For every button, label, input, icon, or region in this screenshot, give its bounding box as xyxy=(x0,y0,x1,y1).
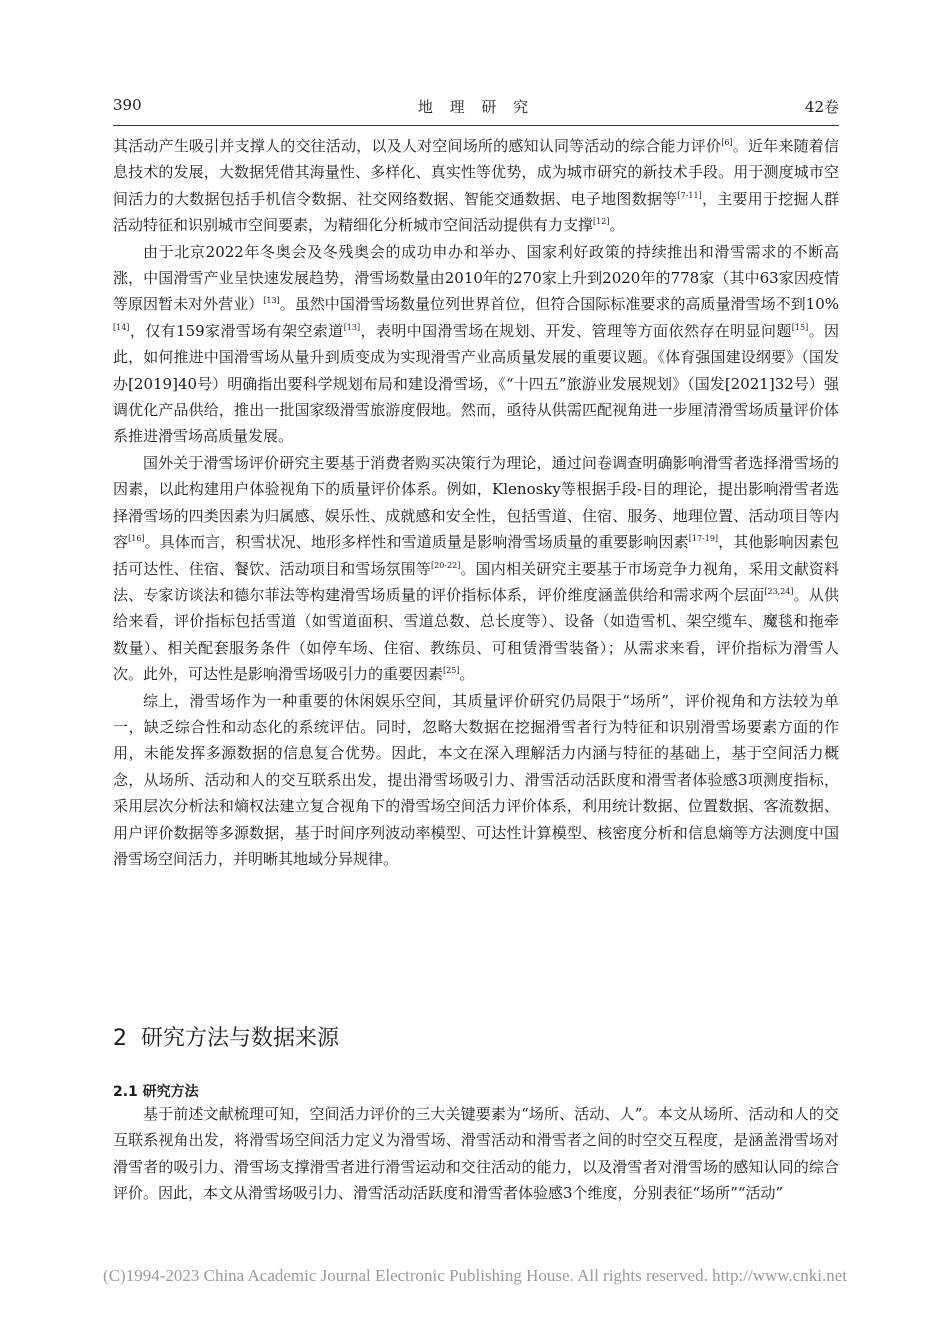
citation: [23,24] xyxy=(764,586,794,596)
paragraph-5: 基于前述文献梳理可知，空间活力评价的三大关键要素为“场所、活动、人”。本文从场所、活动和人的交互联系视角出发，将滑雪场空间活力定义为滑雪场、滑雪活动和滑雪者之间的时空交互程度，是涵盖滑雪场对滑雪者的吸引力、滑雪场支撑滑雪者进行滑雪运动和交往活动的能力，以及滑雪者对滑雪场的感知认同的综合评价。因此，本文从滑雪场吸引力、滑雪活动活跃度和滑雪者体验感3个维度，分别表征“场所”“活动” xyxy=(113,1105,839,1203)
text: ，其他影响因素包括可达性、住宿、餐饮、活动项目和雪场氛围等 xyxy=(113,533,839,578)
citation: [16] xyxy=(128,534,145,544)
running-header xyxy=(113,96,839,120)
body-text xyxy=(113,133,839,872)
header-rule xyxy=(113,125,839,126)
text: ，仅有159家滑雪场有架空索道 xyxy=(129,321,344,340)
page-number: 390 xyxy=(113,96,142,114)
journal-title: 地 理 研 究 xyxy=(417,98,535,116)
citation: [25] xyxy=(443,666,460,676)
text: 由于北京2022年冬奥会及冬残奥会的成功申办和举办、国家利好政策的持续推出和滑雪需求的不断高涨，中国滑雪产业呈快速发展趋势，滑雪场数量由2010年的270家上升到2020年的778家（其中63家因疫情等原因暂未对外营业） xyxy=(113,242,839,314)
text: 。从供给来看，评价指标包括雪道（如雪道面积、雪道总数、总长度等）、设备（如造雪机、架空缆车、魔毯和拖牵数量）、相关配套服务条件（如停车场、住宿、教练员、可租赁滑雪装备）；从需求来看，评价指标为滑雪人次。此外，可达性是影响滑雪场吸引力的重要因素 xyxy=(113,585,839,684)
volume-label: 42卷 xyxy=(804,98,839,116)
text: 。具体而言，积雪状况、地形多样性和雪道质量是影响滑雪场质量的重要影响因素 xyxy=(144,533,689,552)
text: 其活动产生吸引并支撑人的交往活动，以及人对空间场所的感知认同等活动的综合能力评价 xyxy=(113,137,722,155)
paragraph-1 xyxy=(113,133,839,239)
text: 。国内相关研究主要基于市场竞争力视角，采用文献资料法、专家访谈法和德尔菲法等构建滑雪场质量的评价指标体系，评价维度涵盖供给和需求两个层面 xyxy=(113,559,839,604)
paragraph-2 xyxy=(113,239,839,450)
section-number: 2 xyxy=(113,1026,127,1051)
text: 国外关于滑雪场评价研究主要基于消费者购买决策行为理论，通过问卷调查明确影响滑雪者选择滑雪场的因素，以此构建用户体验视角下的质量评价体系。例如，Klenosky等根据手段-目的理论，提出影响滑雪者选择滑雪场的四类因素为归属感、娱乐性、成就感和安全性，包括雪道、住宿、服务、地理位置、活动项目等内容 xyxy=(113,453,839,552)
section-title: 研究方法与数据来源 xyxy=(141,1026,340,1051)
citation: [20-22] xyxy=(431,560,461,570)
text: 。近年来随着信息技术的发展，大数据凭借其海量性、多样化、真实性等优势，成为城市研究的新技术手段。用于测度城市空间活力的大数据包括手机信令数据、社交网络数据、智能交通数据、电子地图数据等 xyxy=(113,137,839,208)
text: 。虽然中国滑雪场数量位列世界首位，但符合国际标准要求的高质量滑雪场不到10% xyxy=(279,295,840,314)
section-heading xyxy=(113,1021,339,1052)
text: 。 xyxy=(609,216,625,235)
text: ，主要用于挖掘人群活动特征和识别城市空间要素，为精细化分析城市空间活动提供有力支撑 xyxy=(113,189,839,235)
subsection-body xyxy=(113,1101,839,1207)
text: ，表明中国滑雪场在规划、开发、管理等方面依然存在明显问题 xyxy=(360,321,792,340)
paragraph-3 xyxy=(113,450,839,688)
citation: [14] xyxy=(113,322,130,332)
text: 。因此，如何推进中国滑雪场从量升到质变成为实现滑雪产业高质量发展的重要议题。《体育强国建设纲要》（国发办[2019]40号）明确指出要科学规划布局和建设滑雪场，《“十四五”旅游业发展规划》（国发[2021]32号）强调优化产品供给，推出一批国家级滑雪旅游度假地。然而，亟待从供需匹配视角进一步厘清滑雪场质量评价体系推进滑雪场高质量发展。 xyxy=(113,321,839,446)
copyright-footer: (C)1994-2023 China Academic Journal Electronic Publishing House. All rights reserved. http://www.cnki.net xyxy=(103,1266,847,1285)
text: 。 xyxy=(459,665,475,684)
citation: [15] xyxy=(791,322,809,332)
citation: [12] xyxy=(593,217,610,227)
citation: [17-19] xyxy=(688,534,719,544)
subsection-heading: 2.1 研究方法 xyxy=(113,1084,199,1100)
citation: [7-11] xyxy=(677,190,702,200)
citation: [13] xyxy=(263,296,280,306)
citation: [6] xyxy=(721,138,733,147)
paragraph-4: 综上，滑雪场作为一种重要的休闲娱乐空间，其质量评价研究仍局限于“场所”，评价视角和方法较为单一，缺乏综合性和动态化的系统评估。同时，忽略大数据在挖掘滑雪者行为特征和识别滑雪场要素方面的作用，未能发挥多源数据的信息复合优势。因此，本文在深入理解活力内涵与特征的基础上，基于空间活力概念，从场所、活动和人的交互联系出发，提出滑雪场吸引力、滑雪活动活跃度和滑雪者体验感3项测度指标，采用层次分析法和熵权法建立复合视角下的滑雪场空间活力评价体系，利用统计数据、位置数据、客流数据、用户评价数据等多源数据，基于时间序列波动率模型、可达性计算模型、核密度分析和信息熵等方法测度中国滑雪场空间活力，并明晰其地域分异规律。 xyxy=(113,691,839,868)
citation: [13] xyxy=(343,322,361,332)
